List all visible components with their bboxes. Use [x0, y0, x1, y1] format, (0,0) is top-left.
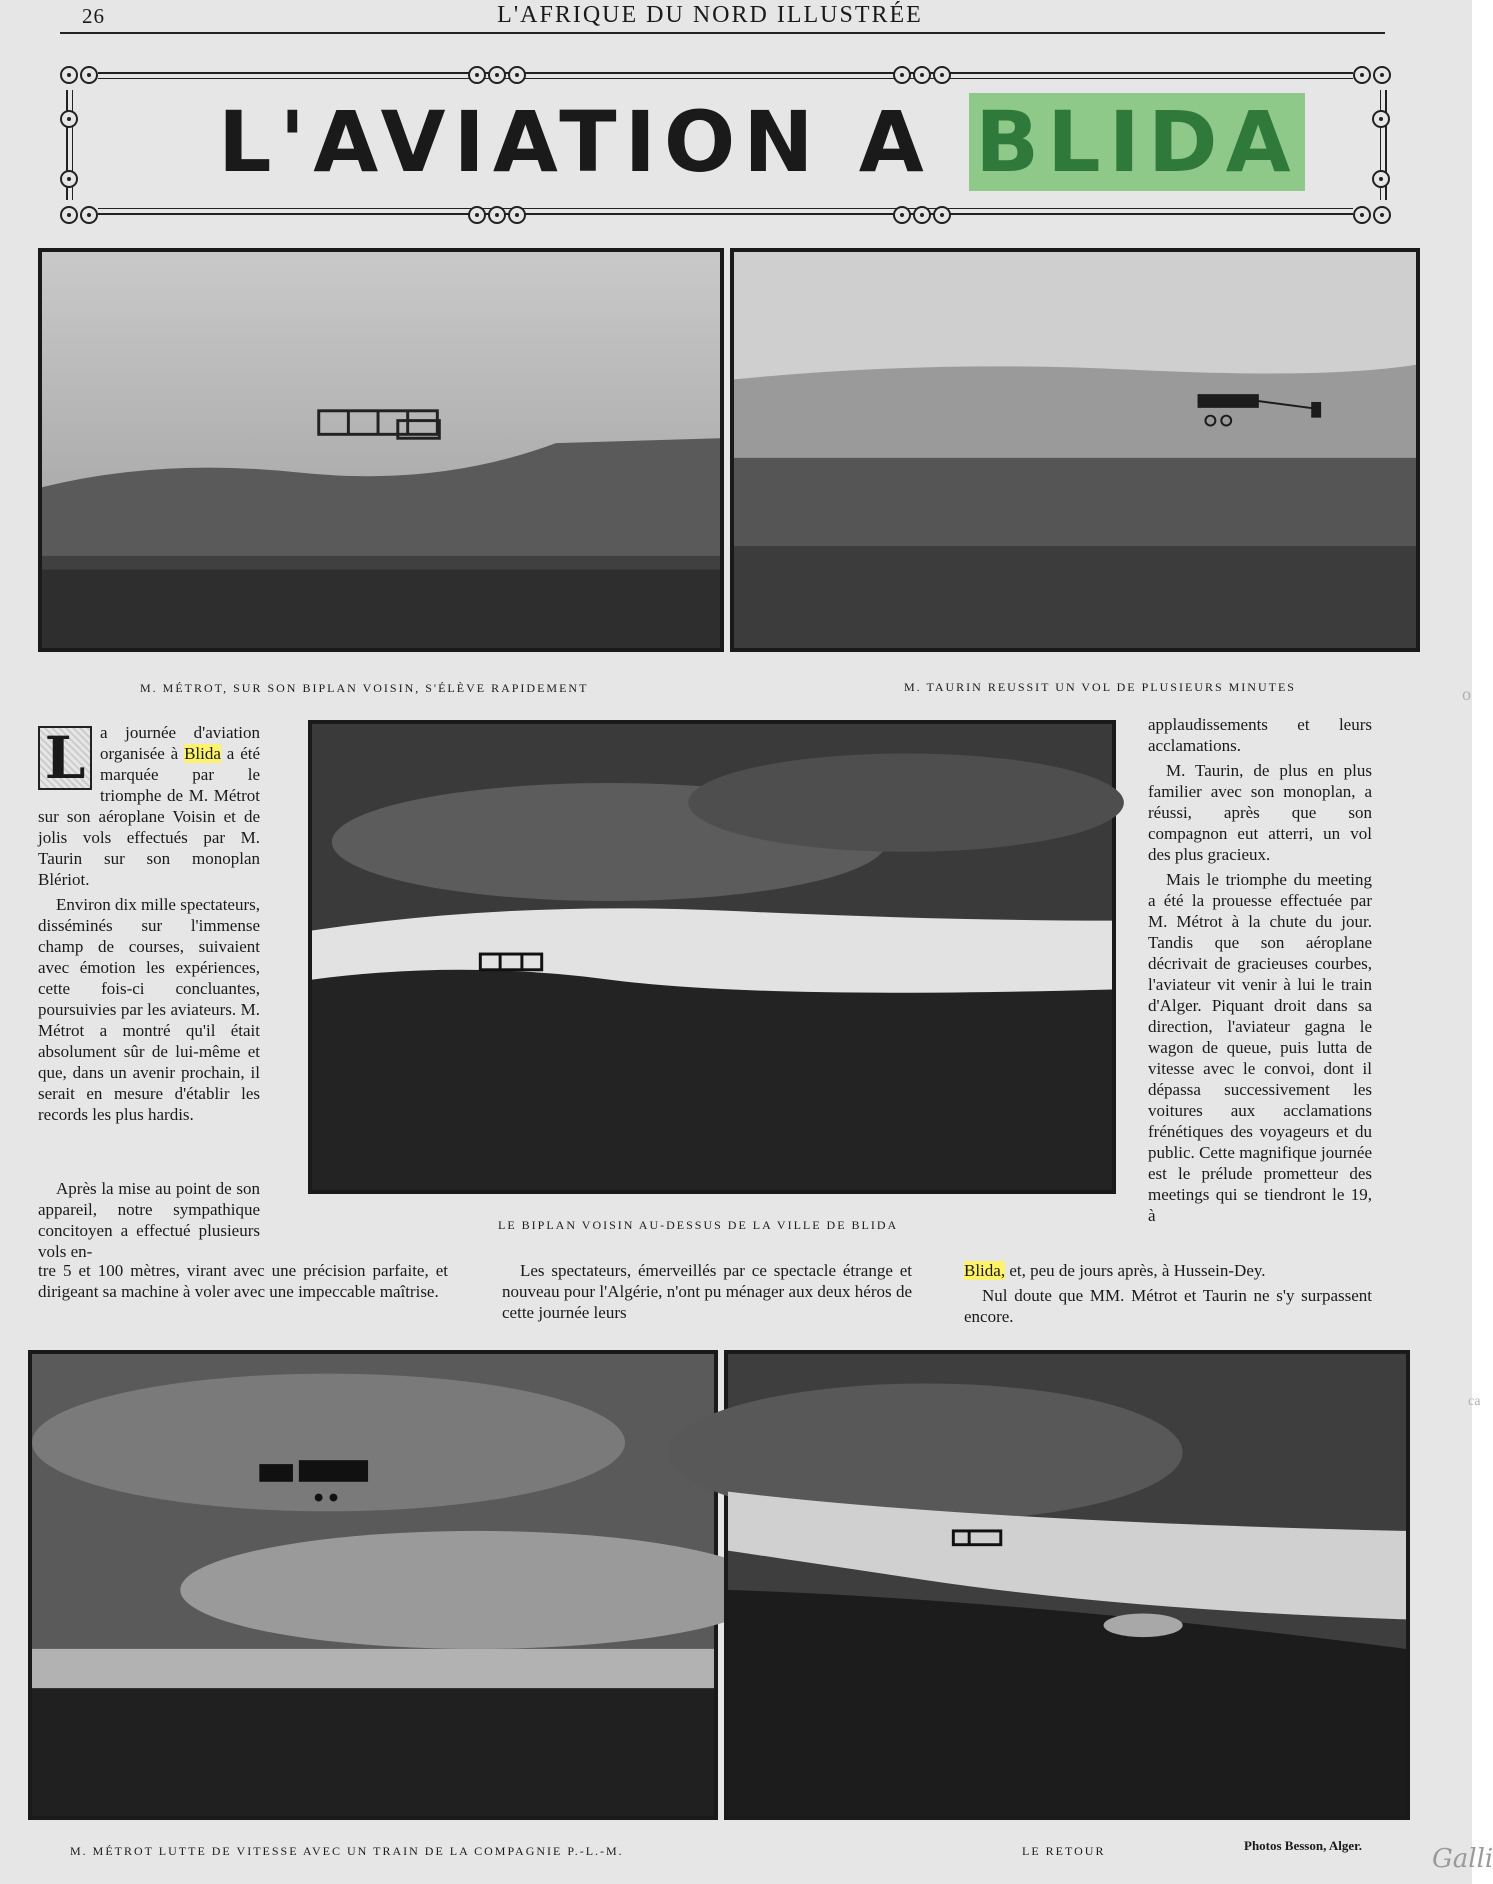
photo-3-caption: LE BIPLAN VOISIN AU-DESSUS DE LA VILLE DE BLIDA	[498, 1218, 899, 1232]
col3-p1: M. Taurin, de plus en plus familier avec son monoplan, a réussi, après que son compagnon eut atterri, un vol des plus gracieux.	[1148, 761, 1372, 864]
photo-credit: Photos Besson, Alger.	[1244, 1838, 1362, 1853]
col3-highlight: Blida,	[964, 1261, 1006, 1280]
photo-metrot-biplane-rising	[38, 248, 724, 652]
page-number: 26	[82, 4, 105, 28]
col2-p1: Les spectateurs, émerveillés par ce spectacle étrange et nouveau pour l'Algérie, n'ont pu ménager aux deux héros de cette journée leurs	[502, 1261, 912, 1322]
margin-mark-b: ca	[1468, 1394, 1481, 1409]
photo-1-caption: M. MÉTROT, SUR SON BIPLAN VOISIN, S'ÉLÈVE RAPIDEMENT	[140, 681, 589, 695]
col1-p1-start: a journée d'aviation organisée à	[100, 723, 260, 763]
article-column-1-bottom	[38, 1260, 448, 1306]
margin-strip	[1472, 0, 1482, 1884]
ornament-top-right	[1353, 66, 1391, 84]
ornament-bottom-right	[1353, 206, 1391, 224]
margin-mark-a: o	[1462, 684, 1471, 704]
photo-return	[724, 1350, 1410, 1820]
article-column-3-bottom	[964, 1260, 1372, 1331]
col1-p2: Environ dix mille spectateurs, disséminés sur l'immense champ de courses, suivaient avec émotion les expériences, cette fois-ci concluantes, poursuivies par les aviateurs. M. Métrot a montré qu'il était absolument sûr de lui-même et que, dans un avenir prochain, il serait en mesure d'établir les records les plus hardis.	[38, 895, 260, 1124]
ornament-bottom-left	[60, 206, 98, 224]
photo-race-with-train	[28, 1350, 718, 1820]
ornament-top-left	[60, 66, 98, 84]
article-column-1-lower	[38, 1178, 260, 1266]
headline-highlight: BLIDA	[969, 93, 1305, 191]
article-column-1-top	[38, 722, 260, 1129]
col1-p3-end: tre 5 et 100 mètres, virant avec une précision parfaite, et dirigeant sa machine à voler avec une impeccable maîtrise.	[38, 1261, 448, 1301]
col1-p1-end: a été marquée par le triomphe de M. Métrot sur son aéroplane Voisin et de jolis vols effectués par M. Taurin sur son monoplan Blériot.	[38, 744, 261, 889]
dropcap-letter: L	[38, 726, 92, 790]
journal-title: L'AFRIQUE DU NORD ILLUSTRÉE	[497, 2, 923, 28]
col3-p3: Nul doute que MM. Métrot et Taurin ne s'y surpassent encore.	[964, 1286, 1372, 1326]
col3-p2-end: et, peu de jours après, à Hussein-Dey.	[1009, 1261, 1266, 1280]
col3-p0: applaudissements et leurs acclamations.	[1148, 715, 1372, 755]
article-column-2	[502, 1260, 912, 1327]
gallica-watermark: Galli	[1432, 1844, 1493, 1874]
title-frame	[58, 60, 1394, 226]
ornament-bottom-center-right	[893, 206, 951, 224]
col1-p1-highlight: Blida	[184, 744, 221, 763]
ornament-bottom-center-left	[468, 206, 526, 224]
photo-taurin-monoplane	[730, 248, 1420, 652]
col1-p3-start: Après la mise au point de son appareil, notre sympathique concitoyen a effectué plusieurs vols en-	[38, 1179, 260, 1261]
photo-biplane-over-blida	[308, 720, 1116, 1194]
article-headline	[218, 82, 1299, 202]
col3-p2: Mais le triomphe du meeting a été la prouesse effectuée par M. Métrot à la chute du jour. Tandis que son aéroplane décrivait de gracieuses courbes, l'aviateur vit venir à lui le train d'Alger. Piquant droit dans sa direction, l'aviateur gagna le wagon de queue, puis lutta de vitesse avec le convoi, dont il dépassa successivement les voitures aux acclamations frénétiques des voyageurs et du public. Cette magnifique journée est le prélude prometteur des meetings qui se tiendront le 19, à	[1148, 870, 1372, 1225]
header-rule	[60, 32, 1385, 34]
photo-5-caption: LE RETOUR	[1022, 1844, 1106, 1858]
photo-2-caption: M. TAURIN REUSSIT UN VOL DE PLUSIEURS MINUTES	[904, 680, 1296, 694]
photo-4-caption: M. MÉTROT LUTTE DE VITESSE AVEC UN TRAIN DE LA COMPAGNIE P.-L.-M.	[70, 1844, 624, 1858]
article-column-3	[1148, 714, 1372, 1230]
headline-prefix: L'AVIATION A	[218, 93, 932, 191]
